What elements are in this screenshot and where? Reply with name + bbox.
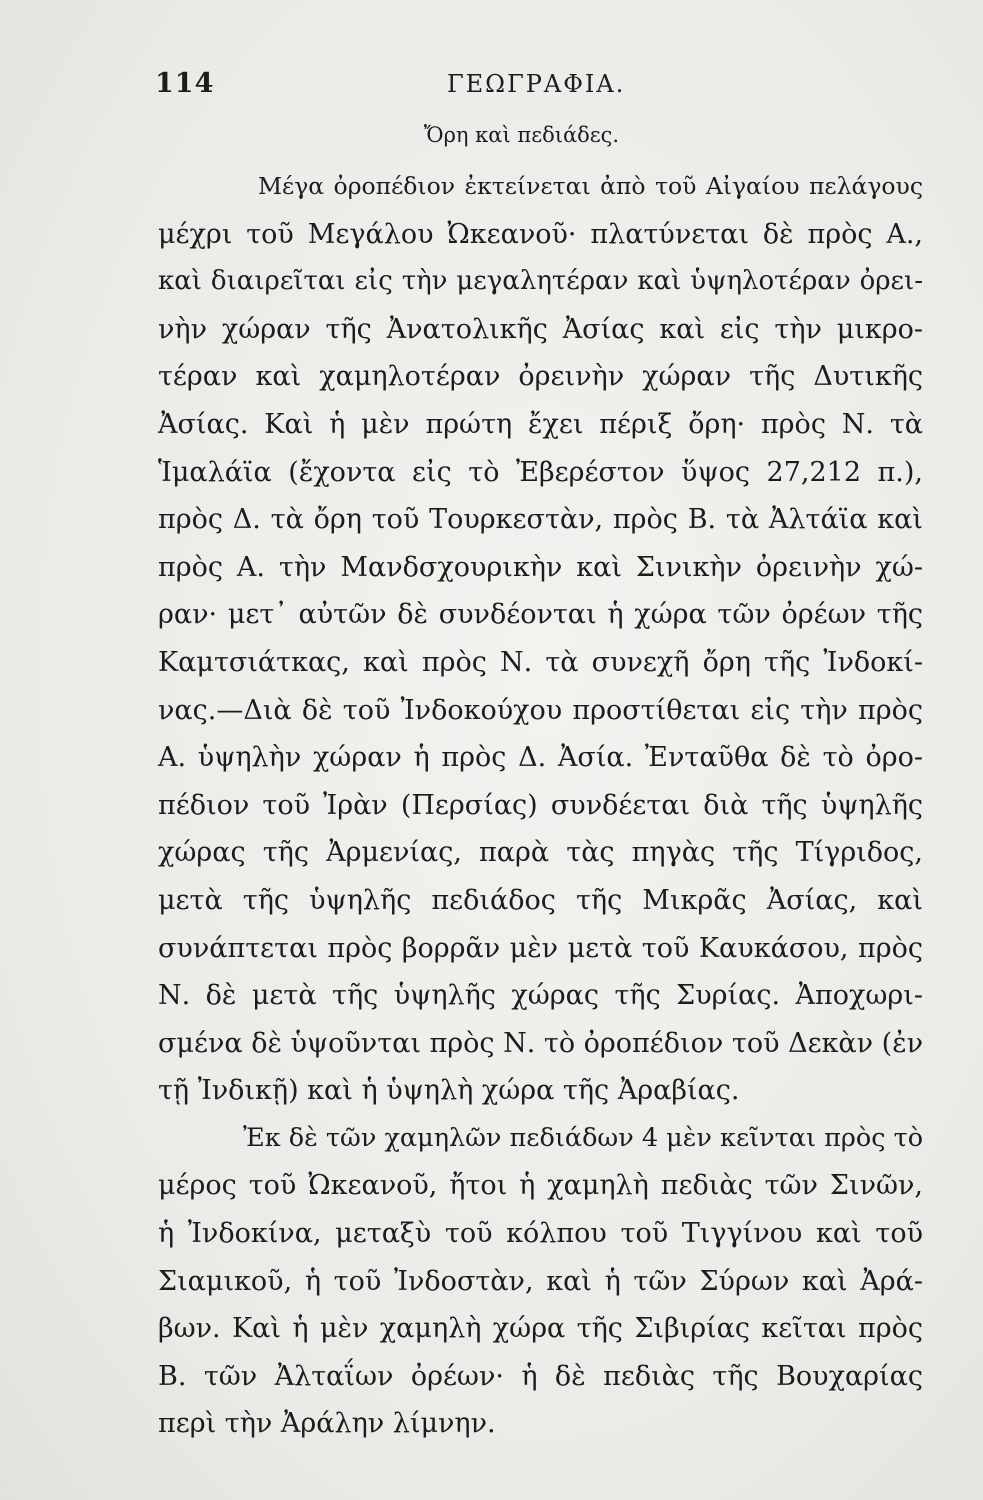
text-line: Σιαμικοῦ, ἡ τοῦ Ἰνδοστὰν, καὶ ἡ τῶν Σύρων καὶ Ἀρά-	[158, 1265, 923, 1297]
text-line: Ἀσίας. Καὶ ἡ μὲν πρώτη ἔχει πέριξ ὄρη· πρὸς Ν. τὰ	[158, 408, 923, 440]
page-number: 114	[155, 68, 215, 99]
paragraph-1	[158, 163, 923, 1115]
text-line: ἡ Ἰνδοκίνα, μεταξὺ τοῦ κόλπου τοῦ Τιγγίνου καὶ τοῦ	[158, 1218, 923, 1250]
text-line: σμένα δὲ ὑψοῦνται πρὸς Ν. τὸ ὀροπέδιον τοῦ Δεκὰν (ἐν	[158, 1027, 924, 1059]
text-line: νας.—Διὰ δὲ τοῦ Ἰνδοκούχου προστίθεται εἰς τὴν πρὸς	[158, 694, 923, 726]
text-line: Β. τῶν Ἀλταΐων ὀρέων· ἡ δὲ πεδιὰς τῆς Βουχαρίας	[158, 1360, 923, 1392]
text-line: συνάπτεται πρὸς βορρᾶν μὲν μετὰ τοῦ Καυκάσου, πρὸς	[158, 932, 923, 964]
text-line: καὶ διαιρεῖται εἰς τὴν μεγαλητέραν καὶ ὑψηλοτέραν ὀρει-	[158, 266, 923, 297]
text-line: Ν. δὲ μετὰ τῆς ὑψηλῆς χώρας τῆς Συρίας. Ἀποχωρι-	[158, 980, 923, 1012]
text-line: νὴν χώραν τῆς Ἀνατολικῆς Ἀσίας καὶ εἰς τὴν μικρο-	[158, 313, 923, 345]
section-title: Ὄρη καὶ πεδιάδες.	[423, 123, 620, 147]
running-head: ΓΕΩΓΡΑΦΙΑ.	[447, 70, 626, 98]
paragraph-2	[158, 1115, 923, 1448]
text-line: Α. ὑψηλὴν χώραν ἡ πρὸς Δ. Ἀσία. Ἐνταῦθα δὲ τὸ ὀρο-	[158, 742, 923, 774]
text-line: πέδιον τοῦ Ἰρὰν (Περσίας) συνδέεται διὰ τῆς ὑψηλῆς	[158, 789, 923, 821]
text-line: Καμτσιάτκας, καὶ πρὸς Ν. τὰ συνεχῆ ὄρη τῆς Ἰνδοκί-	[158, 646, 923, 678]
text-line: μετὰ τῆς ὑψηλῆς πεδιάδος τῆς Μικρᾶς Ἀσίας, καὶ	[158, 884, 923, 916]
body-text	[158, 163, 923, 1448]
text-line: ραν· μετ᾽ αὐτῶν δὲ συνδέονται ἡ χώρα τῶν ὀρέων τῆς	[158, 599, 923, 631]
text-line: πρὸς Δ. τὰ ὄρη τοῦ Τουρκεστὰν, πρὸς Β. τὰ Ἀλτάϊα καὶ	[158, 504, 923, 536]
page-header	[155, 68, 915, 108]
text-line: Ἱμαλάϊα (ἔχοντα εἰς τὸ Ἐβερέστον ὕψος 27,212 π.),	[158, 456, 923, 488]
text-line: περὶ τὴν Ἀράλην λίμνην.	[158, 1408, 496, 1440]
text-line: Μέγα ὀροπέδιον ἐκτείνεται ἀπὸ τοῦ Αἰγαίου πελάγους	[258, 172, 923, 200]
text-line: τέραν καὶ χαμηλοτέραν ὀρεινὴν χώραν τῆς Δυτικῆς	[158, 361, 923, 393]
text-line: χώρας τῆς Ἀρμενίας, παρὰ τὰς πηγὰς τῆς Τίγριδος,	[158, 837, 923, 869]
text-line: Ἐκ δὲ τῶν χαμηλῶν πεδιάδων 4 μὲν κεῖνται πρὸς τὸ	[243, 1122, 924, 1153]
text-line: πρὸς Α. τὴν Μανδσχουρικὴν καὶ Σινικὴν ὀρεινὴν χώ-	[158, 551, 923, 583]
text-line: μέχρι τοῦ Μεγάλου Ὠκεανοῦ· πλατύνεται δὲ πρὸς Α.,	[158, 218, 923, 250]
text-line: τῇ Ἰνδικῇ) καὶ ἡ ὑψηλὴ χώρα τῆς Ἀραβίας.	[158, 1075, 740, 1107]
text-line: βων. Καὶ ἡ μὲν χαμηλὴ χώρα τῆς Σιβιρίας κεῖται πρὸς	[158, 1313, 923, 1345]
text-line: μέρος τοῦ Ὠκεανοῦ, ἤτοι ἡ χαμηλὴ πεδιὰς τῶν Σινῶν,	[158, 1170, 923, 1202]
